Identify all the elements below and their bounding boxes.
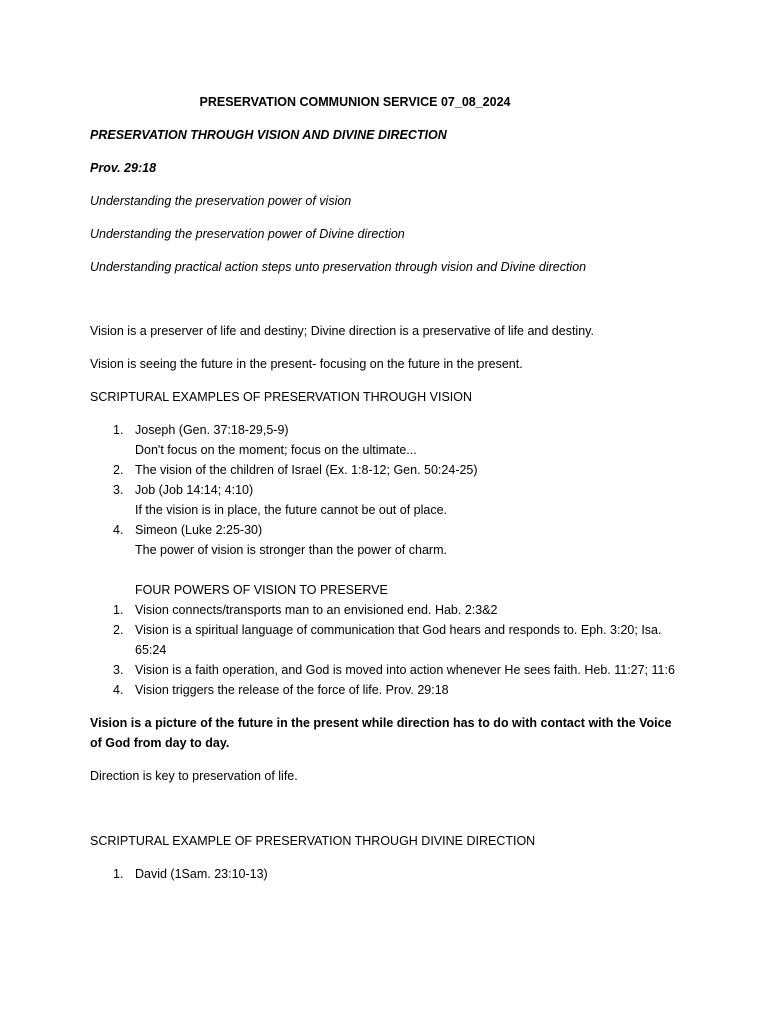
list-item-text: Job (Job 14:14; 4:10) bbox=[135, 483, 254, 497]
list-item-text: David (1Sam. 23:10-13) bbox=[135, 867, 268, 881]
list-item bbox=[90, 660, 690, 680]
list-item-text: Vision is a spiritual language of communication that God hears and responds to. Eph. 3:20; Isa. 65:24 bbox=[135, 623, 662, 657]
list-number: 2. bbox=[113, 623, 124, 637]
paragraph: Vision is a preserver of life and destiny; Divine direction is a preservative of life and destiny. bbox=[90, 324, 594, 338]
paragraph: Direction is key to preservation of life. bbox=[90, 769, 298, 783]
paragraph: Vision is seeing the future in the present- focusing on the future in the present. bbox=[90, 357, 523, 371]
list-item bbox=[90, 864, 690, 884]
list-item-text: The vision of the children of Israel (Ex. 1:8-12; Gen. 50:24-25) bbox=[135, 463, 478, 477]
list-item-note: The power of vision is stronger than the power of charm. bbox=[135, 543, 447, 557]
list-item-text: Joseph (Gen. 37:18-29,5-9) bbox=[135, 423, 289, 437]
list-item bbox=[90, 460, 690, 480]
list-number: 2. bbox=[113, 463, 124, 477]
list-item bbox=[90, 600, 690, 620]
document-page bbox=[90, 92, 690, 884]
list-item-text: Vision connects/transports man to an envisioned end. Hab. 2:3&2 bbox=[135, 603, 498, 617]
bold-paragraph: Vision is a picture of the future in the present while direction has to do with contact with the Voice of God from day to day. bbox=[90, 716, 672, 750]
list-number: 1. bbox=[113, 423, 124, 437]
section-heading: FOUR POWERS OF VISION TO PRESERVE bbox=[135, 583, 388, 597]
list-number: 4. bbox=[113, 683, 124, 697]
list-item-note: Don't focus on the moment; focus on the ultimate... bbox=[135, 443, 417, 457]
list-item bbox=[90, 680, 690, 700]
section-heading: SCRIPTURAL EXAMPLE OF PRESERVATION THROUGH DIVINE DIRECTION bbox=[90, 834, 536, 848]
document-subtitle: PRESERVATION THROUGH VISION AND DIVINE DIRECTION bbox=[90, 128, 447, 142]
list-number: 1. bbox=[113, 867, 124, 881]
list-number: 1. bbox=[113, 603, 124, 617]
outline-point: Understanding practical action steps unto preservation through vision and Divine direction bbox=[90, 260, 587, 274]
list-item bbox=[90, 480, 690, 520]
list-item-note: If the vision is in place, the future cannot be out of place. bbox=[135, 503, 447, 517]
outline-point: Understanding the preservation power of vision bbox=[90, 194, 352, 208]
list-item bbox=[90, 420, 690, 460]
scripture-reference: Prov. 29:18 bbox=[90, 161, 157, 175]
list-item-text: Vision is a faith operation, and God is moved into action whenever He sees faith. Heb. 11:27; 11:6 bbox=[135, 663, 675, 677]
powers-list bbox=[90, 600, 690, 700]
list-item bbox=[90, 520, 690, 560]
list-item bbox=[90, 620, 690, 660]
direction-examples-list bbox=[90, 864, 690, 884]
list-item-text: Simeon (Luke 2:25-30) bbox=[135, 523, 263, 537]
examples-list bbox=[90, 420, 690, 560]
list-item-text: Vision triggers the release of the force of life. Prov. 29:18 bbox=[135, 683, 449, 697]
section-heading: SCRIPTURAL EXAMPLES OF PRESERVATION THROUGH VISION bbox=[90, 390, 473, 404]
list-number: 3. bbox=[113, 663, 124, 677]
document-title: PRESERVATION COMMUNION SERVICE 07_08_2024 bbox=[199, 95, 511, 109]
list-number: 3. bbox=[113, 483, 124, 497]
list-number: 4. bbox=[113, 523, 124, 537]
outline-point: Understanding the preservation power of Divine direction bbox=[90, 227, 405, 241]
